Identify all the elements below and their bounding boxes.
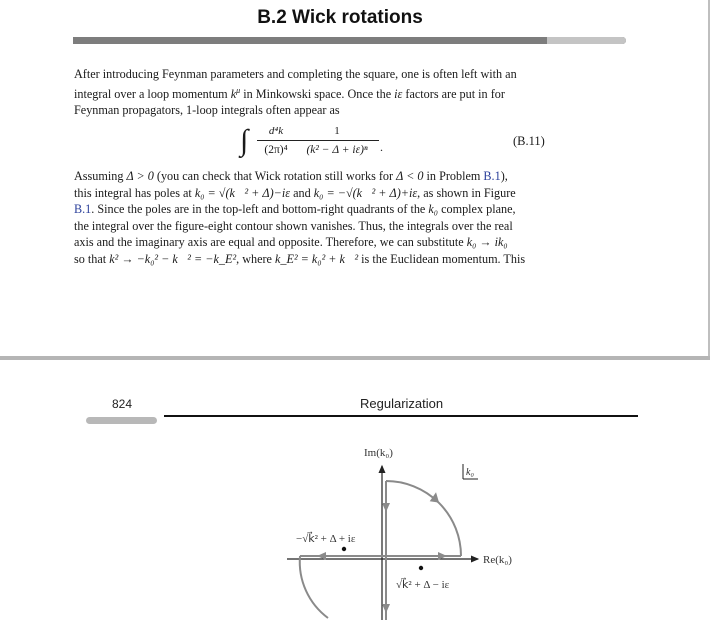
title-rule [73, 37, 626, 44]
pole-upper-label: −√k⃗² + Δ + iε [296, 533, 356, 545]
pole-lower-label: √k⃗² + Δ − iε [396, 579, 450, 591]
title-rule-end [547, 37, 626, 44]
integral-sign: ∫ [240, 124, 249, 157]
figure-b1-link[interactable]: B.1 [74, 202, 92, 217]
plane-label-box [463, 464, 478, 479]
body-line-6: so that k² → −k₀² − k⃗² = −k_E², where k_E² = k₀² + k⃗² is the Euclidean momentum. This [74, 251, 526, 266]
problem-b1-link[interactable]: B.1 [483, 169, 501, 183]
fraction-propagator: $\frac{1}{\text{(k² − Δ + iε)ⁿ}}$ [295, 124, 379, 158]
wick-rotation-figure [0, 360, 710, 620]
fraction-measure: $\frac{\text{d⁴k}}{\text{(2π)⁴}}$ [257, 124, 295, 158]
section-title: B.2 Wick rotations [257, 7, 423, 28]
running-head: Regularization [360, 396, 444, 411]
body-line-5: axis and the imaginary axis are equal and opposite. Therefore, we can substitute k₀ → ik₀ [74, 235, 508, 250]
pole-upper-left [342, 547, 346, 551]
body-line-2: this integral has poles at k₀ = √(k⃗² + Δ)−iε and k₀ = −√(k⃗² + Δ)+iε, as shown in Figure [74, 185, 516, 200]
equation-number: (B.11) [513, 134, 545, 148]
equation-period: . [380, 140, 383, 154]
pole-lower-right [419, 566, 423, 570]
body-line-3: B.1. Since the poles are in the top-left and bottom-right quadrants of the k₀ complex plane, [74, 202, 516, 217]
im-axis-label: Im(k₀) [364, 447, 393, 459]
intro-line-3: Feynman propagators, 1-loop integrals often appear as [74, 103, 340, 118]
body-line-1: Assuming Δ > 0 (you can check that Wick rotation still works for Δ < 0 in Problem B.1), [74, 169, 508, 183]
intro-paragraph [74, 66, 550, 119]
svg-text:k₀: k₀ [466, 467, 474, 478]
intro-line-1: After introducing Feynman parameters and completing the square, one is often left with an [74, 67, 517, 81]
intro-line-2: integral over a loop momentum $k^\mu$ in Minkowski space. Once the iε factors are put in for [74, 85, 505, 101]
body-paragraph [74, 168, 550, 268]
body-line-4: the integral over the figure-eight contour shown vanishes. Thus, the integrals over the real [74, 218, 513, 233]
page-number: 824 [112, 397, 133, 411]
re-axis-label: Re(k₀) [483, 554, 512, 566]
equation-b11 [240, 124, 560, 164]
page-bottom [0, 360, 710, 620]
